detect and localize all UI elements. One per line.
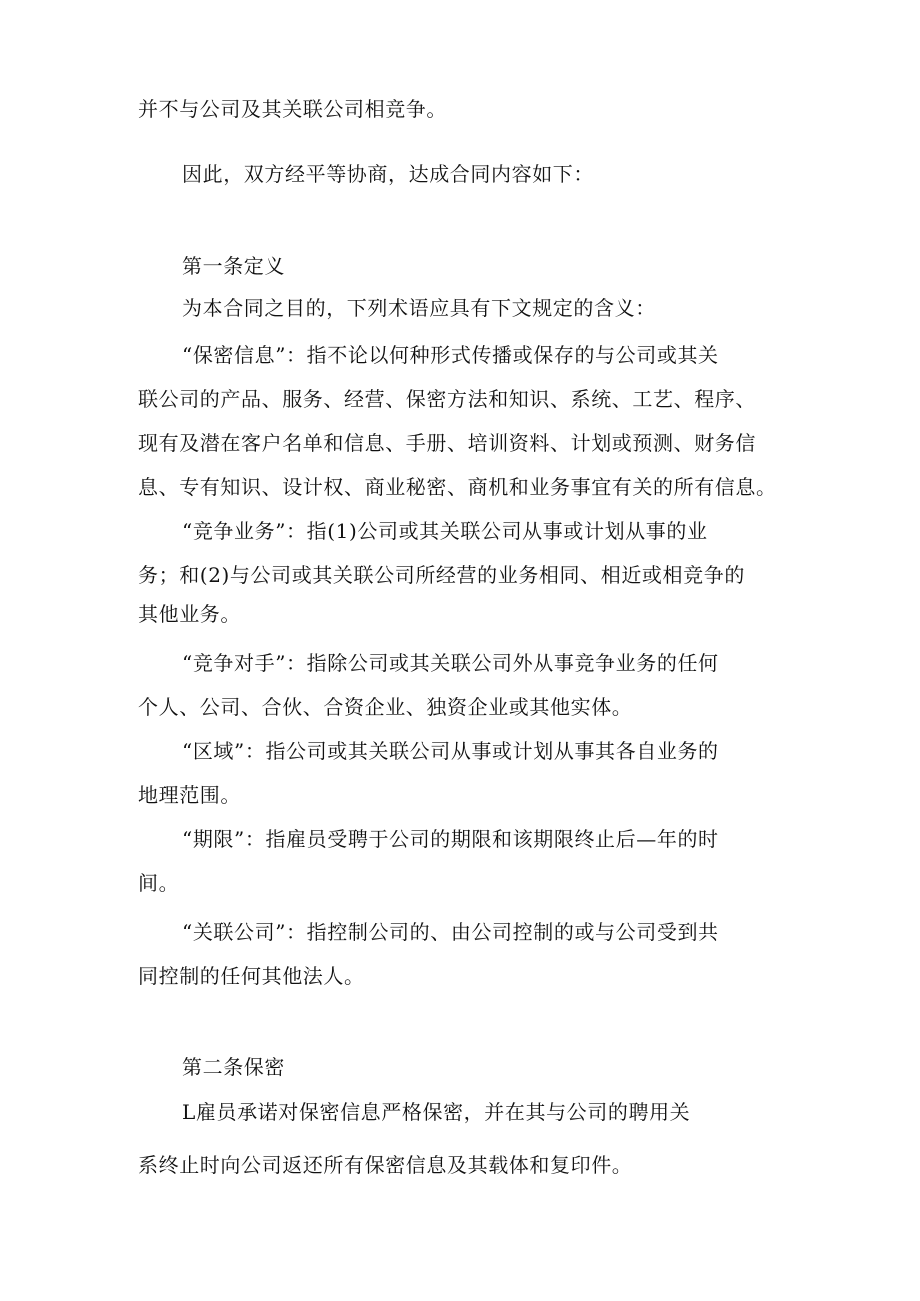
definition-line: 现有及潜在客户名单和信息、手册、培训资料、计划或预测、财务信 — [138, 431, 756, 455]
article-heading: 第一条定义 — [182, 254, 285, 278]
article-lead: 为本合同之目的，下列术语应具有下文规定的含义： — [182, 296, 656, 320]
definition-line: 其他业务。 — [138, 602, 241, 626]
definition-line: 地理范围。 — [138, 783, 241, 807]
definition-line: “区域”：指公司或其关联公司从事或计划从事其各自业务的 — [182, 739, 719, 763]
paragraph-line: 系终止时向公司返还所有保密信息及其载体和复印件。 — [138, 1153, 633, 1177]
definition-line: “期限”：指雇员受聘于公司的期限和该期限终止后—年的时 — [182, 827, 719, 851]
definition-line: “保密信息”：指不论以何种形式传播或保存的与公司或其关 — [182, 343, 719, 367]
definition-line: 息、专有知识、设计权、商业秘密、商机和业务事宜有关的所有信息。 — [138, 475, 777, 499]
definition-line: 间。 — [138, 871, 180, 895]
paragraph-line: L雇员承诺对保密信息严格保密，并在其与公司的聘用关 — [182, 1100, 691, 1124]
definition-line: “关联公司”：指控制公司的、由公司控制的或与公司受到共 — [182, 920, 719, 944]
definition-line: 务；和(2)与公司或其关联公司所经营的业务相同、相近或相竞争的 — [138, 563, 745, 587]
definition-line: 同控制的任何其他法人。 — [138, 964, 365, 988]
article-heading: 第二条保密 — [182, 1055, 285, 1079]
definition-line: 个人、公司、合伙、合资企业、独资企业或其他实体。 — [138, 695, 633, 719]
paragraph-line: 并不与公司及其关联公司相竞争。 — [138, 97, 447, 121]
definition-line: “竞争业务”：指(1)公司或其关联公司从事或计划从事的业 — [182, 519, 708, 543]
definition-line: “竞争对手”：指除公司或其关联公司外从事竞争业务的任何 — [182, 651, 719, 675]
paragraph-line: 因此，双方经平等协商，达成合同内容如下： — [182, 162, 594, 186]
definition-line: 联公司的产品、服务、经营、保密方法和知识、系统、工艺、程序、 — [138, 387, 756, 411]
